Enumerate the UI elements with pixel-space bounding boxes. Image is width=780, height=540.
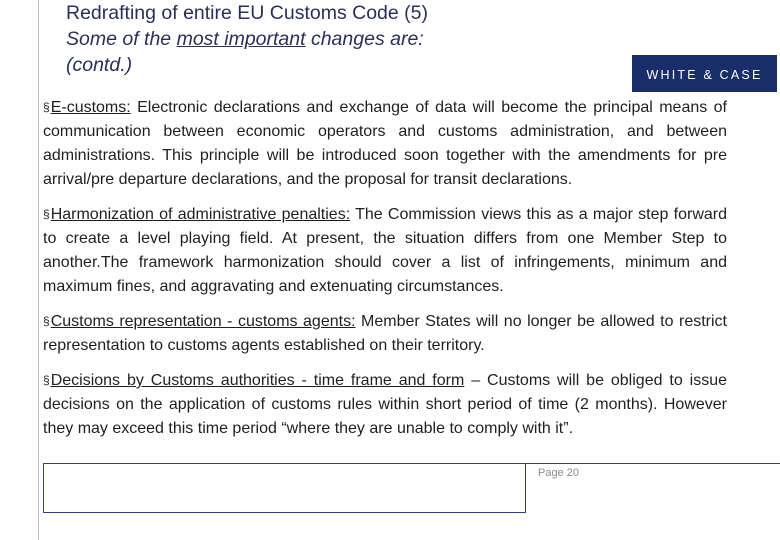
bullet-icon: § [43,100,50,114]
selection-line [526,463,780,464]
paragraph-body: The Commission views this as a major step forward to create a level playing field. At present, the situation differs from one Member Step to another.The framework harmonization should cover a list of infringements, minimum and maximum fines, and aggravating and extenuating circumstances. [43,206,728,295]
paragraph-heading: Harmonization of administrative penalties: [50,206,351,223]
paragraph-body: Electronic declarations and exchange of data will become the principal means of communication between economic operators and customs administration, and between administrations. This principle will be introduced soon together with the amendments for pre arrival/pre departure declarations, and the proposal for transit declarations. [43,99,727,188]
paragraph-decisions [43,369,727,441]
bullet-icon: § [43,314,50,328]
page-number: Page 20 [538,467,579,479]
paragraph-penalties [43,203,727,299]
bullet-icon: § [43,373,50,387]
title-line-2-pre: Some of the [66,28,177,50]
paragraph-heading: Decisions by Customs authorities - time frame and form [50,372,465,389]
white-case-logo: WHITE & CASE [632,55,777,92]
content-body [43,96,727,441]
paragraph-heading: E-customs: [50,99,131,116]
title-line-2-post: changes are: [305,28,424,50]
title-line-1: Redrafting of entire EU Customs Code (5) [66,2,428,24]
selection-box [43,463,526,513]
title-line-2 [66,26,626,52]
left-margin-rule [38,0,39,540]
paragraph-body: Member States will no longer be allowed to restrict representation to customs agents established on their territory. [43,313,728,354]
paragraph-heading: Customs representation - customs agents: [50,313,356,330]
title-emphasis: most important [176,28,306,50]
paragraph-body: – Customs will be obliged to issue decisions on the application of customs rules within short period of time (2 months). However they may exceed this time period “where they are unable to comply with it”. [43,372,728,437]
title-line-3: (contd.) [66,54,133,76]
slide-title [66,0,626,78]
paragraph-e-customs [43,96,727,192]
paragraph-representation [43,310,727,358]
bullet-icon: § [43,207,50,221]
